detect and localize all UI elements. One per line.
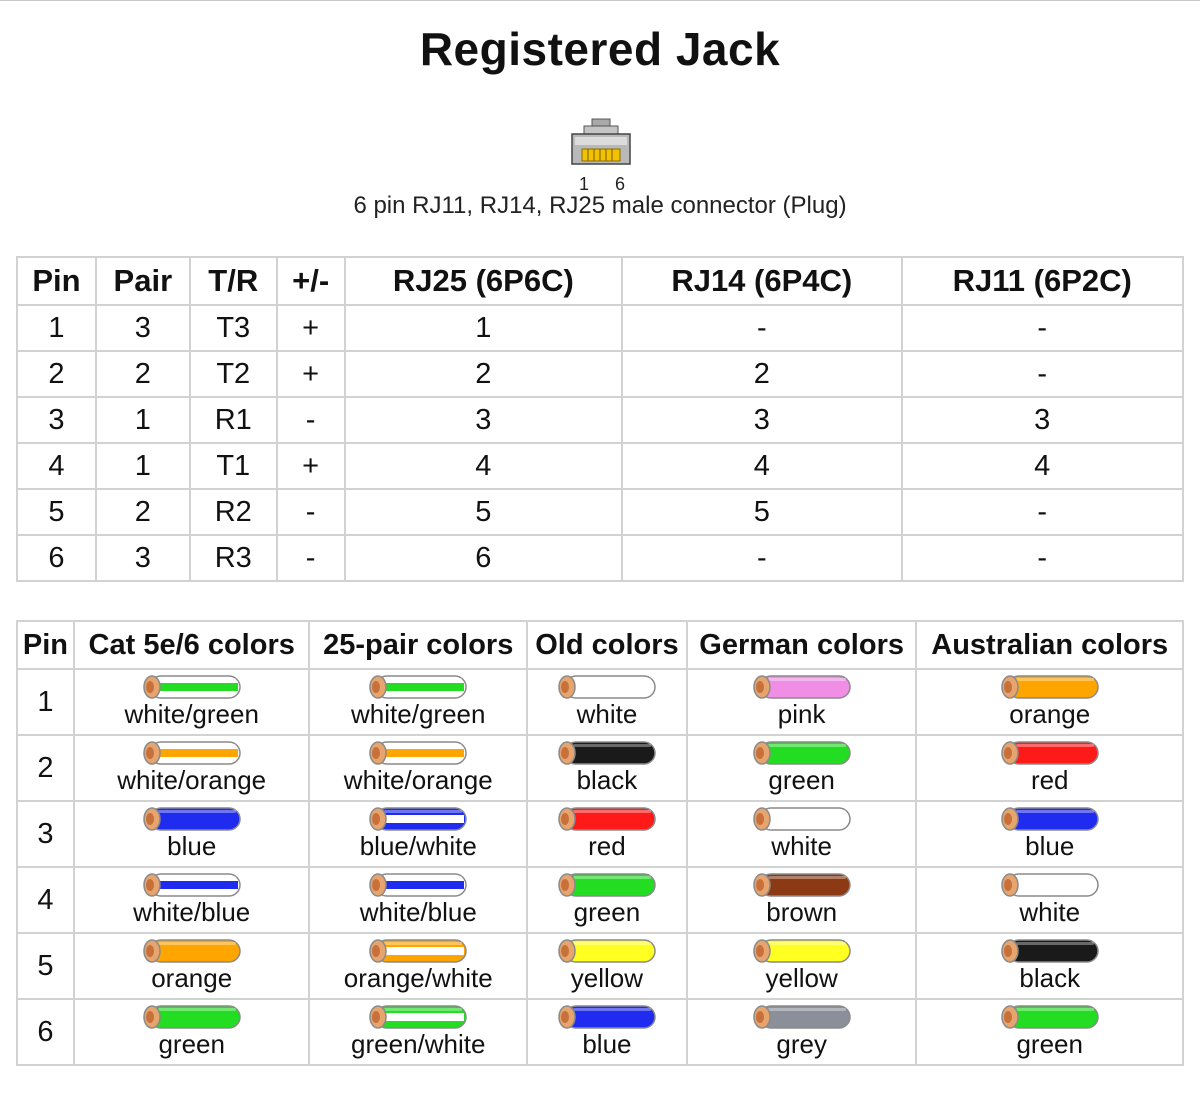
wire-cell	[309, 999, 527, 1065]
pin-assignment-table	[16, 256, 1184, 582]
pin-table-cell: 3	[17, 397, 96, 443]
pin-table-cell: 1	[345, 305, 622, 351]
wire-cell	[687, 669, 917, 735]
wire-icon	[142, 872, 242, 898]
wire-cell	[527, 735, 687, 801]
pin-table-cell: -	[277, 397, 345, 443]
wire-cell	[916, 801, 1183, 867]
color-table-pin-cell: 3	[17, 801, 74, 867]
wire-icon	[142, 674, 242, 700]
wire-icon	[368, 938, 468, 964]
wire-cell	[527, 867, 687, 933]
wire-color-label: green	[768, 765, 835, 795]
wire-cell	[309, 735, 527, 801]
table-row	[17, 735, 1183, 801]
color-table-pin-cell: 6	[17, 999, 74, 1065]
wire-color-label: white/green	[351, 699, 486, 729]
pin-table-cell: 1	[96, 443, 190, 489]
wire-icon	[557, 872, 657, 898]
pin-table-cell: T3	[190, 305, 277, 351]
wire-color-label: white	[576, 699, 638, 729]
pin-table-cell: R3	[190, 535, 277, 581]
wire-color-label: red	[1030, 765, 1069, 795]
pin-table-cell: 1	[17, 305, 96, 351]
wire-color-label: orange	[1009, 699, 1091, 729]
pin-table-header-cell: RJ11 (6P2C)	[902, 257, 1184, 305]
pin-table-cell: 4	[622, 443, 901, 489]
wire-color-label: green/white	[351, 1029, 486, 1059]
wire-cell	[687, 801, 917, 867]
pin-table-header-cell: RJ14 (6P4C)	[622, 257, 901, 305]
wire-cell	[916, 999, 1183, 1065]
pin-table-cell: T1	[190, 443, 277, 489]
wire-color-label: orange/white	[343, 963, 493, 993]
table-row	[17, 867, 1183, 933]
wire-color-label: white/green	[124, 699, 259, 729]
pin-table-header-cell: +/-	[277, 257, 345, 305]
wire-icon	[752, 806, 852, 832]
wire-cell	[916, 669, 1183, 735]
wire-cell	[74, 933, 310, 999]
pin-table-cell: 3	[96, 305, 190, 351]
wire-icon	[368, 674, 468, 700]
color-table-header-cell: Pin	[17, 621, 74, 669]
pin-table-cell: -	[902, 489, 1184, 535]
wire-icon	[368, 740, 468, 766]
wire-icon	[557, 740, 657, 766]
table-row	[17, 933, 1183, 999]
pin-table-header-cell: RJ25 (6P6C)	[345, 257, 622, 305]
pin-table-cell: 2	[17, 351, 96, 397]
pin-table-cell: 5	[345, 489, 622, 535]
pin-table-cell: +	[277, 305, 345, 351]
pin-table-cell: 6	[345, 535, 622, 581]
wire-color-label: blue	[582, 1029, 632, 1059]
color-table-pin-cell: 5	[17, 933, 74, 999]
pin-table-cell: -	[622, 305, 901, 351]
wire-icon	[368, 806, 468, 832]
color-table-header	[17, 621, 1183, 669]
connector-caption: 6 pin RJ11, RJ14, RJ25 male connector (Plug)	[353, 192, 847, 219]
wire-icon	[557, 806, 657, 832]
pin-table-cell: 2	[345, 351, 622, 397]
wire-color-label: white/blue	[359, 897, 477, 927]
wire-icon	[752, 872, 852, 898]
color-table-pin-cell: 2	[17, 735, 74, 801]
pin-table-cell: 1	[96, 397, 190, 443]
wire-color-label: pink	[777, 699, 826, 729]
wire-icon	[1000, 1004, 1100, 1030]
top-divider	[0, 0, 1200, 4]
color-table-header-cell: Cat 5e/6 colors	[74, 621, 310, 669]
table-row	[17, 305, 1183, 351]
wire-icon	[368, 1004, 468, 1030]
pin-first-label: 1	[579, 174, 590, 193]
pin-table-cell: 4	[17, 443, 96, 489]
pin-table-cell: -	[902, 351, 1184, 397]
color-table-header-cell: German colors	[687, 621, 917, 669]
wire-icon	[142, 938, 242, 964]
pin-table-cell: 2	[96, 489, 190, 535]
wire-color-label: white/blue	[133, 897, 251, 927]
wire-color-label: red	[588, 831, 626, 861]
wire-color-label: blue	[167, 831, 217, 861]
table-row	[17, 669, 1183, 735]
wire-cell	[309, 801, 527, 867]
wire-color-label: green	[158, 1029, 225, 1059]
wire-color-label: white	[771, 831, 832, 861]
wire-icon	[1000, 872, 1100, 898]
wire-icon	[142, 806, 242, 832]
pin-table-cell: +	[277, 351, 345, 397]
wire-cell	[309, 867, 527, 933]
wire-cell	[687, 867, 917, 933]
wire-cell	[687, 999, 917, 1065]
wire-icon	[142, 1004, 242, 1030]
wire-color-label: white/orange	[117, 765, 267, 795]
pin-table-cell: 3	[96, 535, 190, 581]
wire-icon	[1000, 938, 1100, 964]
wire-icon	[752, 938, 852, 964]
wire-cell	[527, 669, 687, 735]
pin-table-cell: 6	[17, 535, 96, 581]
wire-cell	[309, 933, 527, 999]
pin-last-label: 6	[615, 174, 626, 193]
wire-cell	[74, 999, 310, 1065]
wire-color-label: green	[1016, 1029, 1083, 1059]
table-row	[17, 351, 1183, 397]
wire-color-table	[16, 620, 1184, 1066]
pin-table-cell: R1	[190, 397, 277, 443]
pin-table-cell: 3	[902, 397, 1184, 443]
wire-icon	[557, 938, 657, 964]
wire-icon	[752, 1004, 852, 1030]
table-row	[17, 489, 1183, 535]
wire-color-label: black	[1019, 963, 1081, 993]
wire-icon	[1000, 806, 1100, 832]
pin-table-cell: 2	[622, 351, 901, 397]
wire-icon	[557, 1004, 657, 1030]
wire-cell	[916, 933, 1183, 999]
wire-cell	[74, 735, 310, 801]
wire-cell	[74, 867, 310, 933]
pin-table-cell: -	[902, 535, 1184, 581]
wire-cell	[74, 801, 310, 867]
page-title: Registered Jack	[419, 23, 781, 75]
wire-color-label: brown	[766, 897, 838, 927]
pin-table-cell: 3	[622, 397, 901, 443]
pin-table-cell: -	[277, 535, 345, 581]
pin-table-cell: 4	[902, 443, 1184, 489]
pin-table-cell: 5	[17, 489, 96, 535]
wire-cell	[916, 867, 1183, 933]
table-row	[17, 443, 1183, 489]
pin-table-cell: R2	[190, 489, 277, 535]
wire-icon	[752, 674, 852, 700]
pin-table-cell: +	[277, 443, 345, 489]
pin-table-cell: 4	[345, 443, 622, 489]
pin-table-cell: -	[902, 305, 1184, 351]
wire-cell	[687, 933, 917, 999]
table-row	[17, 397, 1183, 443]
wire-icon	[557, 674, 657, 700]
wire-color-label: green	[573, 897, 641, 927]
color-table-pin-cell: 1	[17, 669, 74, 735]
wire-cell	[309, 669, 527, 735]
pin-table-header-cell: T/R	[190, 257, 277, 305]
wire-icon	[752, 740, 852, 766]
table-row	[17, 999, 1183, 1065]
wire-color-label: blue	[1025, 831, 1075, 861]
wire-cell	[74, 669, 310, 735]
table-row	[17, 801, 1183, 867]
wire-icon	[368, 872, 468, 898]
color-table-header-cell: Australian colors	[916, 621, 1183, 669]
rj-plug-icon	[570, 117, 632, 193]
wire-color-label: white	[1019, 897, 1081, 927]
wire-cell	[527, 999, 687, 1065]
wire-cell	[527, 933, 687, 999]
wire-color-label: yellow	[765, 963, 838, 993]
wire-color-label: blue/white	[359, 831, 477, 861]
pin-table-cell: 3	[345, 397, 622, 443]
wire-color-label: grey	[776, 1029, 827, 1059]
wire-color-label: white/orange	[343, 765, 493, 795]
pin-table-cell: T2	[190, 351, 277, 397]
wire-cell	[527, 801, 687, 867]
color-table-pin-cell: 4	[17, 867, 74, 933]
pin-table-cell: 2	[96, 351, 190, 397]
table-row	[17, 535, 1183, 581]
pin-table-cell: 5	[622, 489, 901, 535]
pin-table-header	[17, 257, 1183, 305]
pin-table-cell: -	[277, 489, 345, 535]
wire-icon	[1000, 674, 1100, 700]
wire-cell	[916, 735, 1183, 801]
wire-color-label: orange	[151, 963, 233, 993]
wire-icon	[1000, 740, 1100, 766]
pin-table-header-cell: Pin	[17, 257, 96, 305]
wire-icon	[142, 740, 242, 766]
wire-color-label: yellow	[570, 963, 644, 993]
wire-cell	[687, 735, 917, 801]
color-table-header-cell: Old colors	[527, 621, 687, 669]
pin-table-cell: -	[622, 535, 901, 581]
wire-color-label: black	[576, 765, 638, 795]
color-table-header-cell: 25-pair colors	[309, 621, 527, 669]
pin-table-header-cell: Pair	[96, 257, 190, 305]
